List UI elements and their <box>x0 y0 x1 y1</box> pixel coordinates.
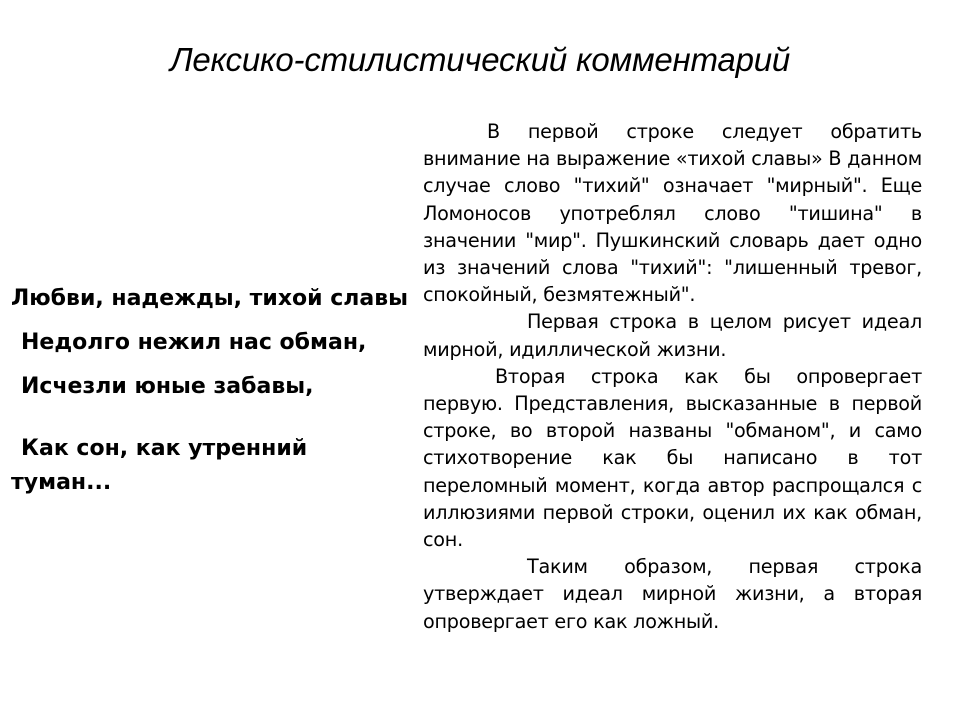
commentary-paragraph-2: Первая строка в целом рисует идеал мирной, идиллической жизни. <box>423 310 922 361</box>
commentary-paragraph-3: Вторая строка как бы опровергает первую. Представления, высказанные в первой строке, во второй названы "обманом", и само стихотворение как бы написано в тот переломный момент, когда автор распрощался с иллюзиями первой строки, оценил их как обман, сон. <box>423 364 922 552</box>
commentary-paragraph-1: В первой строке следует обратить внимание на выражение «тихой славы» В данном случае слово "тихий" означает "мирный". Еще Ломоносов употреблял слово "тишина" в значении "мир". Пушкинский словарь дает одно из значений слова "тихий": "лишенный тревог, спокойный, безмятежный". <box>423 120 922 307</box>
poem-line-3: Исчезли юные забавы, <box>21 374 314 399</box>
poem-line-1: Любви, надежды, тихой славы <box>11 286 409 311</box>
slide-title: Лексико-стилистический комментарий <box>169 41 791 78</box>
poem-line-2: Недолго нежил нас обман, <box>21 330 367 355</box>
commentary-text <box>423 118 922 635</box>
commentary-paragraph-4: Таким образом, первая строка утверждает идеал мирной жизни, а вторая опровергает его как ложный. <box>423 555 922 633</box>
poem-excerpt <box>11 282 411 500</box>
poem-line-4: Как сон, как утренний туман... <box>11 436 308 495</box>
